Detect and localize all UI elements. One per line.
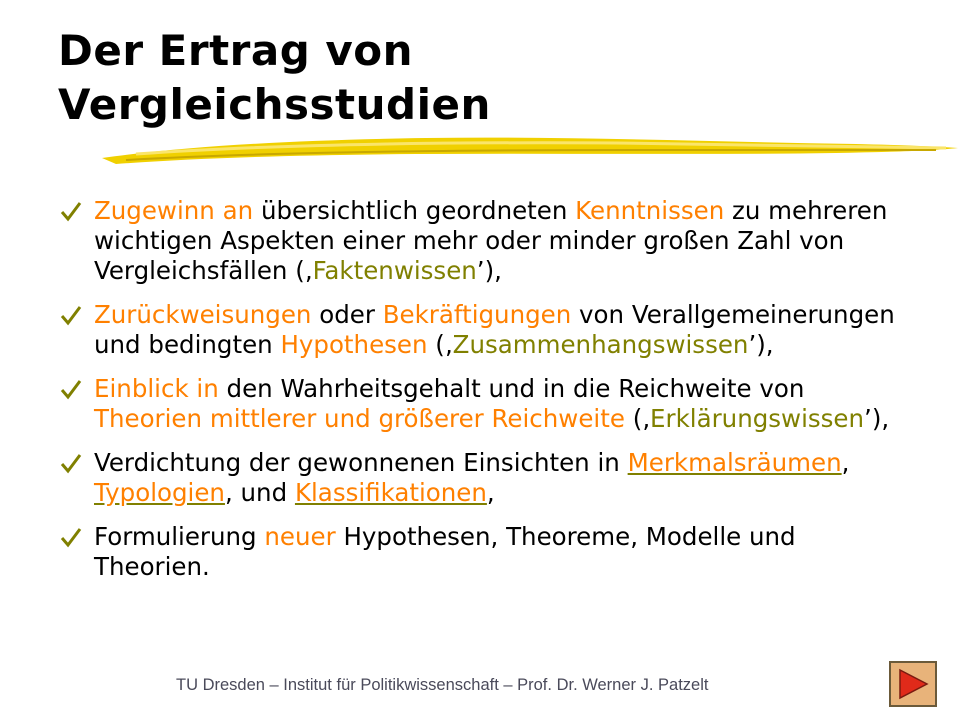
title-line-1: Der Ertrag von (58, 26, 414, 75)
yellow-brush-stroke (96, 124, 960, 170)
bullet-list (58, 196, 898, 596)
footer-text: TU Dresden – Institut für Politikwissenschaft – Prof. Dr. Werner J. Patzelt (176, 676, 709, 694)
title-line-2: Vergleichsstudien (58, 80, 491, 129)
checkmark-icon (60, 526, 82, 548)
checkmark-icon (60, 378, 82, 400)
list-item: Verdichtung der gewonnenen Einsichten in Merkmalsräumen, Typologien, und Klassifikationen, (58, 448, 898, 508)
list-item: Zurückweisungen oder Bekräftigungen von Verallgemeinerungen und bedingten Hypothesen (‚Zusammenhangswissen’), (58, 300, 898, 360)
checkmark-icon (60, 200, 82, 222)
list-item: Einblick in den Wahrheitsgehalt und in die Reichweite von Theorien mittlerer und größerer Reichweite (‚Erklärungswissen’), (58, 374, 898, 434)
checkmark-icon (60, 452, 82, 474)
link-merkmalsraeumen[interactable]: Merkmalsräumen (627, 448, 842, 477)
list-item: Zugewinn an übersichtlich geordneten Kenntnissen zu mehreren wichtigen Aspekten einer mehr oder minder großen Zahl von Vergleichsfällen (‚Faktenwissen’), (58, 196, 898, 286)
slide-title (58, 24, 898, 132)
list-item: Formulierung neuer Hypothesen, Theoreme, Modelle und Theorien. (58, 522, 898, 582)
checkmark-icon (60, 304, 82, 326)
next-slide-button[interactable] (889, 661, 937, 707)
link-typologien[interactable]: Typologien (94, 478, 225, 507)
next-arrow-icon (891, 663, 935, 705)
link-klassifikationen[interactable]: Klassifikationen (294, 478, 487, 507)
